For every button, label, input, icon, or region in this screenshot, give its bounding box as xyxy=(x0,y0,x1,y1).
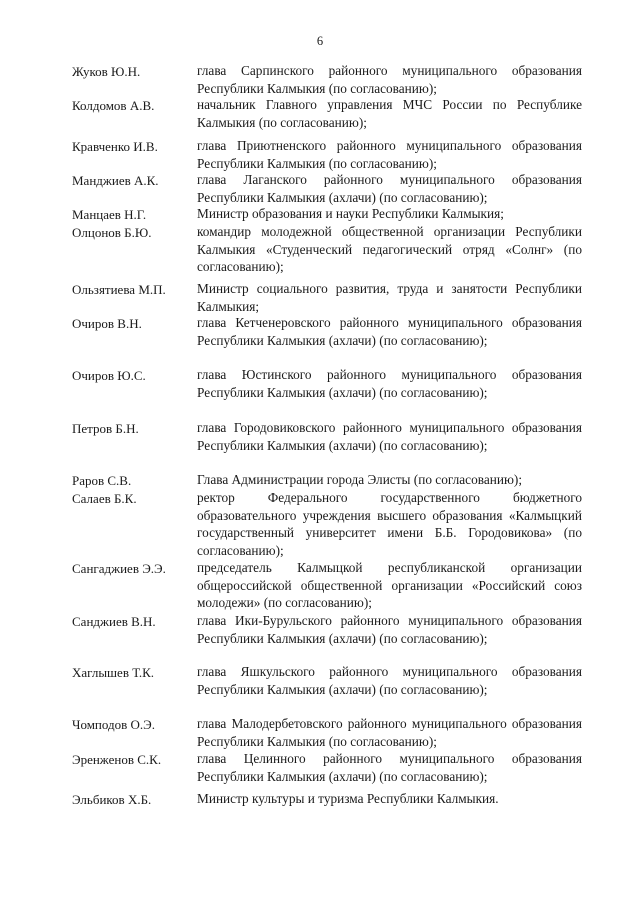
member-role: глава Приютненского районного муниципального образования Республики Калмыкия (по согласованию); xyxy=(197,138,582,171)
member-name: Очиров Ю.С. xyxy=(72,368,146,383)
member-role: командир молодежной общественной организации Республики Калмыкия «Студенческий педагогический отряд «Солнг» (по согласованию); xyxy=(197,224,582,274)
member-name: Манджиев А.К. xyxy=(72,173,159,188)
member-name: Эренженов С.К. xyxy=(72,752,162,767)
member-name: Ользятиева М.П. xyxy=(72,282,166,297)
member-name: Раров С.В. xyxy=(72,473,132,488)
member-role: ректор Федерального государственного бюджетного образовательного учреждения высшего образования «Калмыцкий государственный университет имени Б.Б. Городовикова» (по согласованию); xyxy=(197,490,582,558)
member-name: Сангаджиев Э.Э. xyxy=(72,561,166,576)
member-name: Салаев Б.К. xyxy=(72,491,137,506)
member-role: глава Юстинского районного муниципального образования Республики Калмыкия (ахлачи) (по согласованию); xyxy=(197,367,582,400)
member-role: Глава Администрации города Элисты (по согласованию); xyxy=(197,472,523,487)
member-name: Жуков Ю.Н. xyxy=(72,64,141,79)
member-role: глава Яшкульского районного муниципального образования Республики Калмыкия (ахлачи) (по согласованию); xyxy=(197,664,582,697)
member-name: Хаглышев Т.К. xyxy=(72,665,155,680)
member-name: Колдомов А.В. xyxy=(72,98,155,113)
member-role: глава Кетченеровского районного муниципального образования Республики Калмыкия (ахлачи) (по согласованию); xyxy=(197,315,582,348)
member-name: Чомподов О.Э. xyxy=(72,717,155,732)
member-name: Эльбиков Х.Б. xyxy=(72,792,152,807)
member-role: Министр социального развития, труда и занятости Республики Калмыкия; xyxy=(197,281,582,314)
member-role: начальник Главного управления МЧС России по Республике Калмыкия (по согласованию); xyxy=(197,97,582,130)
member-role: глава Ики-Бурульского районного муниципального образования Республики Калмыкия (ахлачи) (по согласованию); xyxy=(197,613,582,646)
member-role: председатель Калмыцкой республиканской организации общероссийской общественной организации «Российский союз молодежи» (по согласованию); xyxy=(197,560,582,610)
member-name: Кравченко И.В. xyxy=(72,139,158,154)
member-role: Министр образования и науки Республики Калмыкия; xyxy=(197,206,504,221)
member-name: Санджиев В.Н. xyxy=(72,614,156,629)
member-name: Манцаев Н.Г. xyxy=(72,207,147,222)
member-role: глава Лаганского районного муниципального образования Республики Калмыкия (ахлачи) (по согласованию); xyxy=(197,172,582,205)
member-role: глава Сарпинского районного муниципального образования Республики Калмыкия (по согласованию); xyxy=(197,63,582,96)
member-name: Олцонов Б.Ю. xyxy=(72,225,152,240)
member-name: Петров Б.Н. xyxy=(72,421,139,436)
member-name: Очиров В.Н. xyxy=(72,316,142,331)
page-number: 6 xyxy=(316,34,324,48)
member-role: глава Городовиковского районного муниципального образования Республики Калмыкия (ахлачи) (по согласованию); xyxy=(197,420,582,453)
member-role: глава Малодербетовского районного муниципального образования Республики Калмыкия (по согласованию); xyxy=(197,716,582,749)
member-role: Министр культуры и туризма Республики Калмыкия. xyxy=(197,791,499,806)
member-role: глава Целинного районного муниципального образования Республики Калмыкия (ахлачи) (по согласованию); xyxy=(197,751,582,784)
